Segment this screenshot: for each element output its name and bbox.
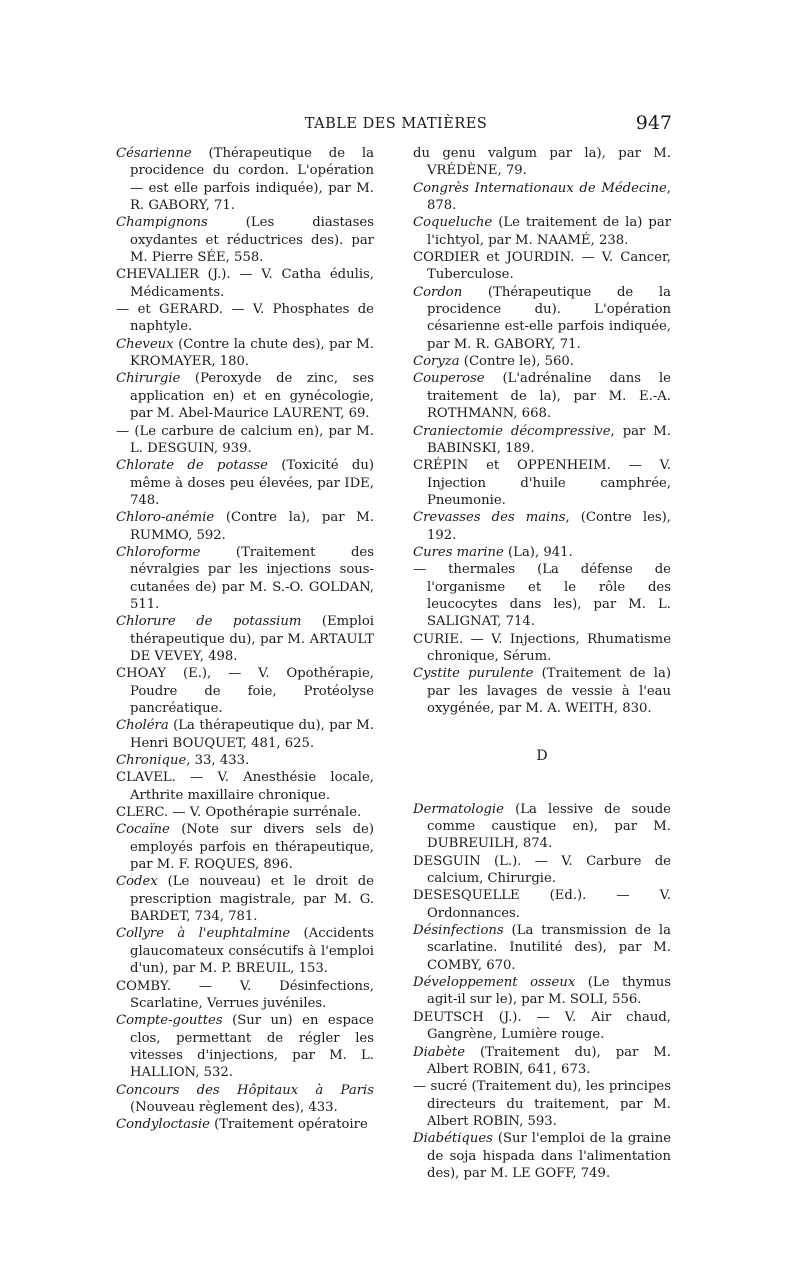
left-column xyxy=(116,145,374,1134)
index-entry xyxy=(116,214,374,266)
entry-text: DESGUIN (L.). — V. Carbure de calcium, Chirurgie. xyxy=(413,853,671,887)
index-entry xyxy=(116,873,374,925)
entry-text: CLAVEL. — V. Anesthésie locale, Arthrite maxillaire chronique. xyxy=(116,770,374,803)
entry-text: (La thérapeutique du), par M. Henri BOUQUET, 481, 625. xyxy=(130,718,374,751)
index-entry xyxy=(116,978,374,1013)
index-entry xyxy=(116,336,374,371)
entry-text: (Sur un) en espace clos, permettant de régler les vitesses d'injections, par M. L. HALLION, 532. xyxy=(130,1013,374,1081)
index-entry xyxy=(413,1078,671,1130)
index-entry xyxy=(413,974,671,1009)
entry-text: (Contre le), 560. xyxy=(459,354,574,370)
entry-headword: Chlorure de potassium xyxy=(116,614,302,630)
index-entry xyxy=(116,1012,374,1081)
index-entry xyxy=(116,752,374,769)
entry-headword: Diabétiques xyxy=(413,1131,493,1147)
entry-headword: Désinfections xyxy=(413,923,504,939)
running-title: TABLE DES MATIÈRES xyxy=(304,116,488,132)
entry-headword: Chirurgie xyxy=(116,371,181,387)
index-entry xyxy=(413,922,671,974)
index-entry xyxy=(413,509,671,544)
index-entry xyxy=(116,544,374,613)
entry-text: (Traitement de la) par les lavages de vessie à l'eau oxygénée, par M. A. WEITH, 830. xyxy=(427,666,671,716)
entry-headword: Collyre à l'euphtalmine xyxy=(116,926,291,942)
entry-text: (La transmission de la scarlatine. Inutilité des), par M. COMBY, 670. xyxy=(427,923,671,973)
index-entry xyxy=(413,1130,671,1182)
entry-text: (Note sur divers sels de) employés parfois en thérapeutique, par M. F. ROQUES, 896. xyxy=(130,822,374,873)
entry-text: — (Le carbure de calcium en), par M. L. DESGUIN, 939. xyxy=(116,423,374,456)
entry-headword: Cures marine xyxy=(413,544,504,560)
index-entry xyxy=(413,561,671,630)
entry-text: (Traitement du), par M. Albert ROBIN, 641, 673. xyxy=(427,1044,671,1077)
entry-text: , (Contre les), 192. xyxy=(427,510,671,543)
entry-headword: Chloroforme xyxy=(116,544,201,560)
index-entry xyxy=(116,821,374,873)
index-entry xyxy=(413,214,671,249)
entry-text: (Le nouveau) et le droit de prescription magistrale, par M. G. BARDET, 734, 781. xyxy=(130,874,374,925)
entry-headword: Diabète xyxy=(413,1044,466,1060)
index-entry xyxy=(116,301,374,336)
index-entry xyxy=(413,631,671,666)
entry-text: (Contre la chute des), par M. KROMAYER, 180. xyxy=(130,336,374,370)
index-entry xyxy=(116,925,374,977)
entry-text: DEUTSCH (J.). — V. Air chaud, Gangrène, Lumière rouge. xyxy=(413,1009,671,1043)
index-entry xyxy=(116,145,374,214)
index-entry xyxy=(413,370,671,422)
entry-headword: Champignons xyxy=(116,215,208,231)
entry-headword: Cocaïne xyxy=(116,822,170,838)
entry-text: (L'adrénaline dans le traitement de la), par M. E.-A. ROTHMANN, 668. xyxy=(427,371,671,422)
index-entry xyxy=(116,1082,374,1117)
entry-text: — et GERARD. — V. Phosphates de naphtyle. xyxy=(116,302,374,335)
entry-headword: Choléra xyxy=(116,718,169,734)
entry-text: (Nouveau règlement des), 433. xyxy=(130,1099,338,1115)
index-entry xyxy=(413,853,671,888)
entry-text: CLERC. — V. Opothérapie surrénale. xyxy=(116,805,362,821)
entry-text: COMBY. — V. Désinfections, Scarlatine, Verrues juvéniles. xyxy=(116,978,374,1011)
entry-headword: Concours des Hôpitaux à Paris xyxy=(116,1082,374,1098)
page-header xyxy=(120,112,672,138)
index-entry xyxy=(116,266,374,301)
index-entry xyxy=(413,353,671,370)
section-letter: D xyxy=(536,748,548,765)
index-entry xyxy=(413,1009,671,1044)
entry-headword: Césarienne xyxy=(116,146,192,161)
entry-headword: Codex xyxy=(116,874,158,890)
index-entry xyxy=(116,509,374,544)
entry-text: (La), 941. xyxy=(503,544,573,560)
entry-headword: Cystite purulente xyxy=(413,666,534,682)
entry-text: du genu valgum par la), par M. VRÉDÈNE, 79. xyxy=(413,146,671,179)
entry-headword: Coqueluche xyxy=(413,215,493,231)
index-entry xyxy=(413,544,671,561)
index-entry xyxy=(413,1044,671,1079)
entry-text: (Traitement des névralgies par les injections sous-cutanées de) par M. S.-O. GOLDAN, 511. xyxy=(130,544,374,612)
entry-text: , par M. BABINSKI, 189. xyxy=(427,423,671,456)
entry-text: (Toxicité du) même à doses peu élevées, par IDE, 748. xyxy=(130,458,374,508)
index-entry xyxy=(413,249,671,284)
index-entry xyxy=(413,457,671,509)
entry-text: (Thérapeutique de la procidence du). L'opération césarienne est-elle parfois indiquée, par M. R. GABORY, 71. xyxy=(427,284,671,352)
entry-text: , 33, 433. xyxy=(186,753,250,769)
entry-text: (Contre la), par M. RUMMO, 592. xyxy=(130,510,374,543)
section-d xyxy=(413,801,671,1183)
index-entry xyxy=(116,457,374,509)
entry-text: CRÉPIN et OPPENHEIM. — V. Injection d'huile camphrée, Pneumonie. xyxy=(413,458,671,508)
index-entry xyxy=(116,423,374,458)
entry-text: (Traitement opératoire xyxy=(209,1117,368,1133)
entry-text: CORDIER et JOURDIN. — V. Cancer, Tuberculose. xyxy=(413,250,671,283)
entry-text: (Emploi thérapeutique du), par M. ARTAULT DE VEVEY, 498. xyxy=(130,614,374,664)
index-entry xyxy=(413,801,671,853)
entry-text: (Les diastases oxydantes et réductrices des). par M. Pierre SÉE, 558. xyxy=(130,215,374,266)
index-entry xyxy=(413,180,671,215)
entry-headword: Compte-gouttes xyxy=(116,1013,223,1029)
entry-text: (Accidents glaucomateux consécutifs à l'emploi d'un), par M. P. BREUIL, 153. xyxy=(130,926,375,977)
page-number: 947 xyxy=(635,112,672,134)
entry-text: CHOAY (E.), — V. Opothérapie, Poudre de foie, Protéolyse pancréatique. xyxy=(116,666,374,716)
entry-headword: Craniectomie décompressive xyxy=(413,423,611,439)
entry-text: (La lessive de soude comme caustique en), par M. DUBREUILH, 874. xyxy=(427,801,671,852)
entry-text: CURIE. — V. Injections, Rhumatisme chronique, Sérum. xyxy=(413,631,671,664)
entry-headword: Dermatologie xyxy=(413,801,504,817)
entry-text: CHEVALIER (J.). — V. Catha édulis, Médicaments. xyxy=(116,267,374,300)
index-entry xyxy=(116,804,374,821)
index-entry xyxy=(116,769,374,804)
index-entry xyxy=(116,665,374,717)
entry-headword: Crevasses des mains xyxy=(413,510,566,526)
entry-headword: Couperose xyxy=(413,371,485,387)
index-entry xyxy=(116,613,374,665)
entry-headword: Condyloctasie xyxy=(116,1117,210,1133)
entry-text: (Le traitement de la) par l'ichtyol, par M. NAAMÉ, 238. xyxy=(427,215,671,248)
index-entry xyxy=(413,887,671,922)
entry-text: (Peroxyde de zinc, ses application en) et en gynécologie, par M. Abel-Maurice LAURENT, 69. xyxy=(130,371,374,422)
entry-headword: Congrès Internationaux de Médecine xyxy=(413,180,667,196)
section-c-continued xyxy=(413,145,671,717)
entry-headword: Cordon xyxy=(413,284,463,300)
entry-headword: Cheveux xyxy=(116,336,174,352)
index-entry xyxy=(116,1116,374,1133)
entry-text: DESESQUELLE (Ed.). — V. Ordonnances. xyxy=(413,888,671,921)
entry-headword: Développement osseux xyxy=(413,975,576,991)
right-column xyxy=(413,145,671,1182)
entry-headword: Chlorate de potasse xyxy=(116,458,268,474)
index-entry xyxy=(413,145,671,180)
entry-text: (Sur l'emploi de la graine de soja hispada dans l'alimentation des), par M. LE GOFF, 749. xyxy=(427,1131,671,1181)
entry-text: — sucré (Traitement du), les principes directeurs du traitement, par M. Albert ROBIN, 593. xyxy=(413,1079,671,1129)
entry-headword: Chronique xyxy=(116,753,187,769)
entry-headword: Coryza xyxy=(413,354,460,370)
entry-text: (Le thymus agit-il sur le), par M. SOLI, 556. xyxy=(427,975,672,1008)
index-entry xyxy=(413,284,671,353)
index-entry xyxy=(413,423,671,458)
entry-text: (Thérapeutique de la procidence du cordon. L'opération — est elle parfois indiquée), par M. R. GABORY, 71. xyxy=(130,146,374,214)
index-entry xyxy=(116,717,374,752)
index-entry xyxy=(116,370,374,422)
entry-text: , 878. xyxy=(427,180,671,214)
entry-headword: Chloro-anémie xyxy=(116,510,215,526)
entry-text: — thermales (La défense de l'organisme et le rôle des leucocytes dans les), par M. L. SALIGNAT, 714. xyxy=(413,562,671,630)
index-entry xyxy=(413,665,671,717)
